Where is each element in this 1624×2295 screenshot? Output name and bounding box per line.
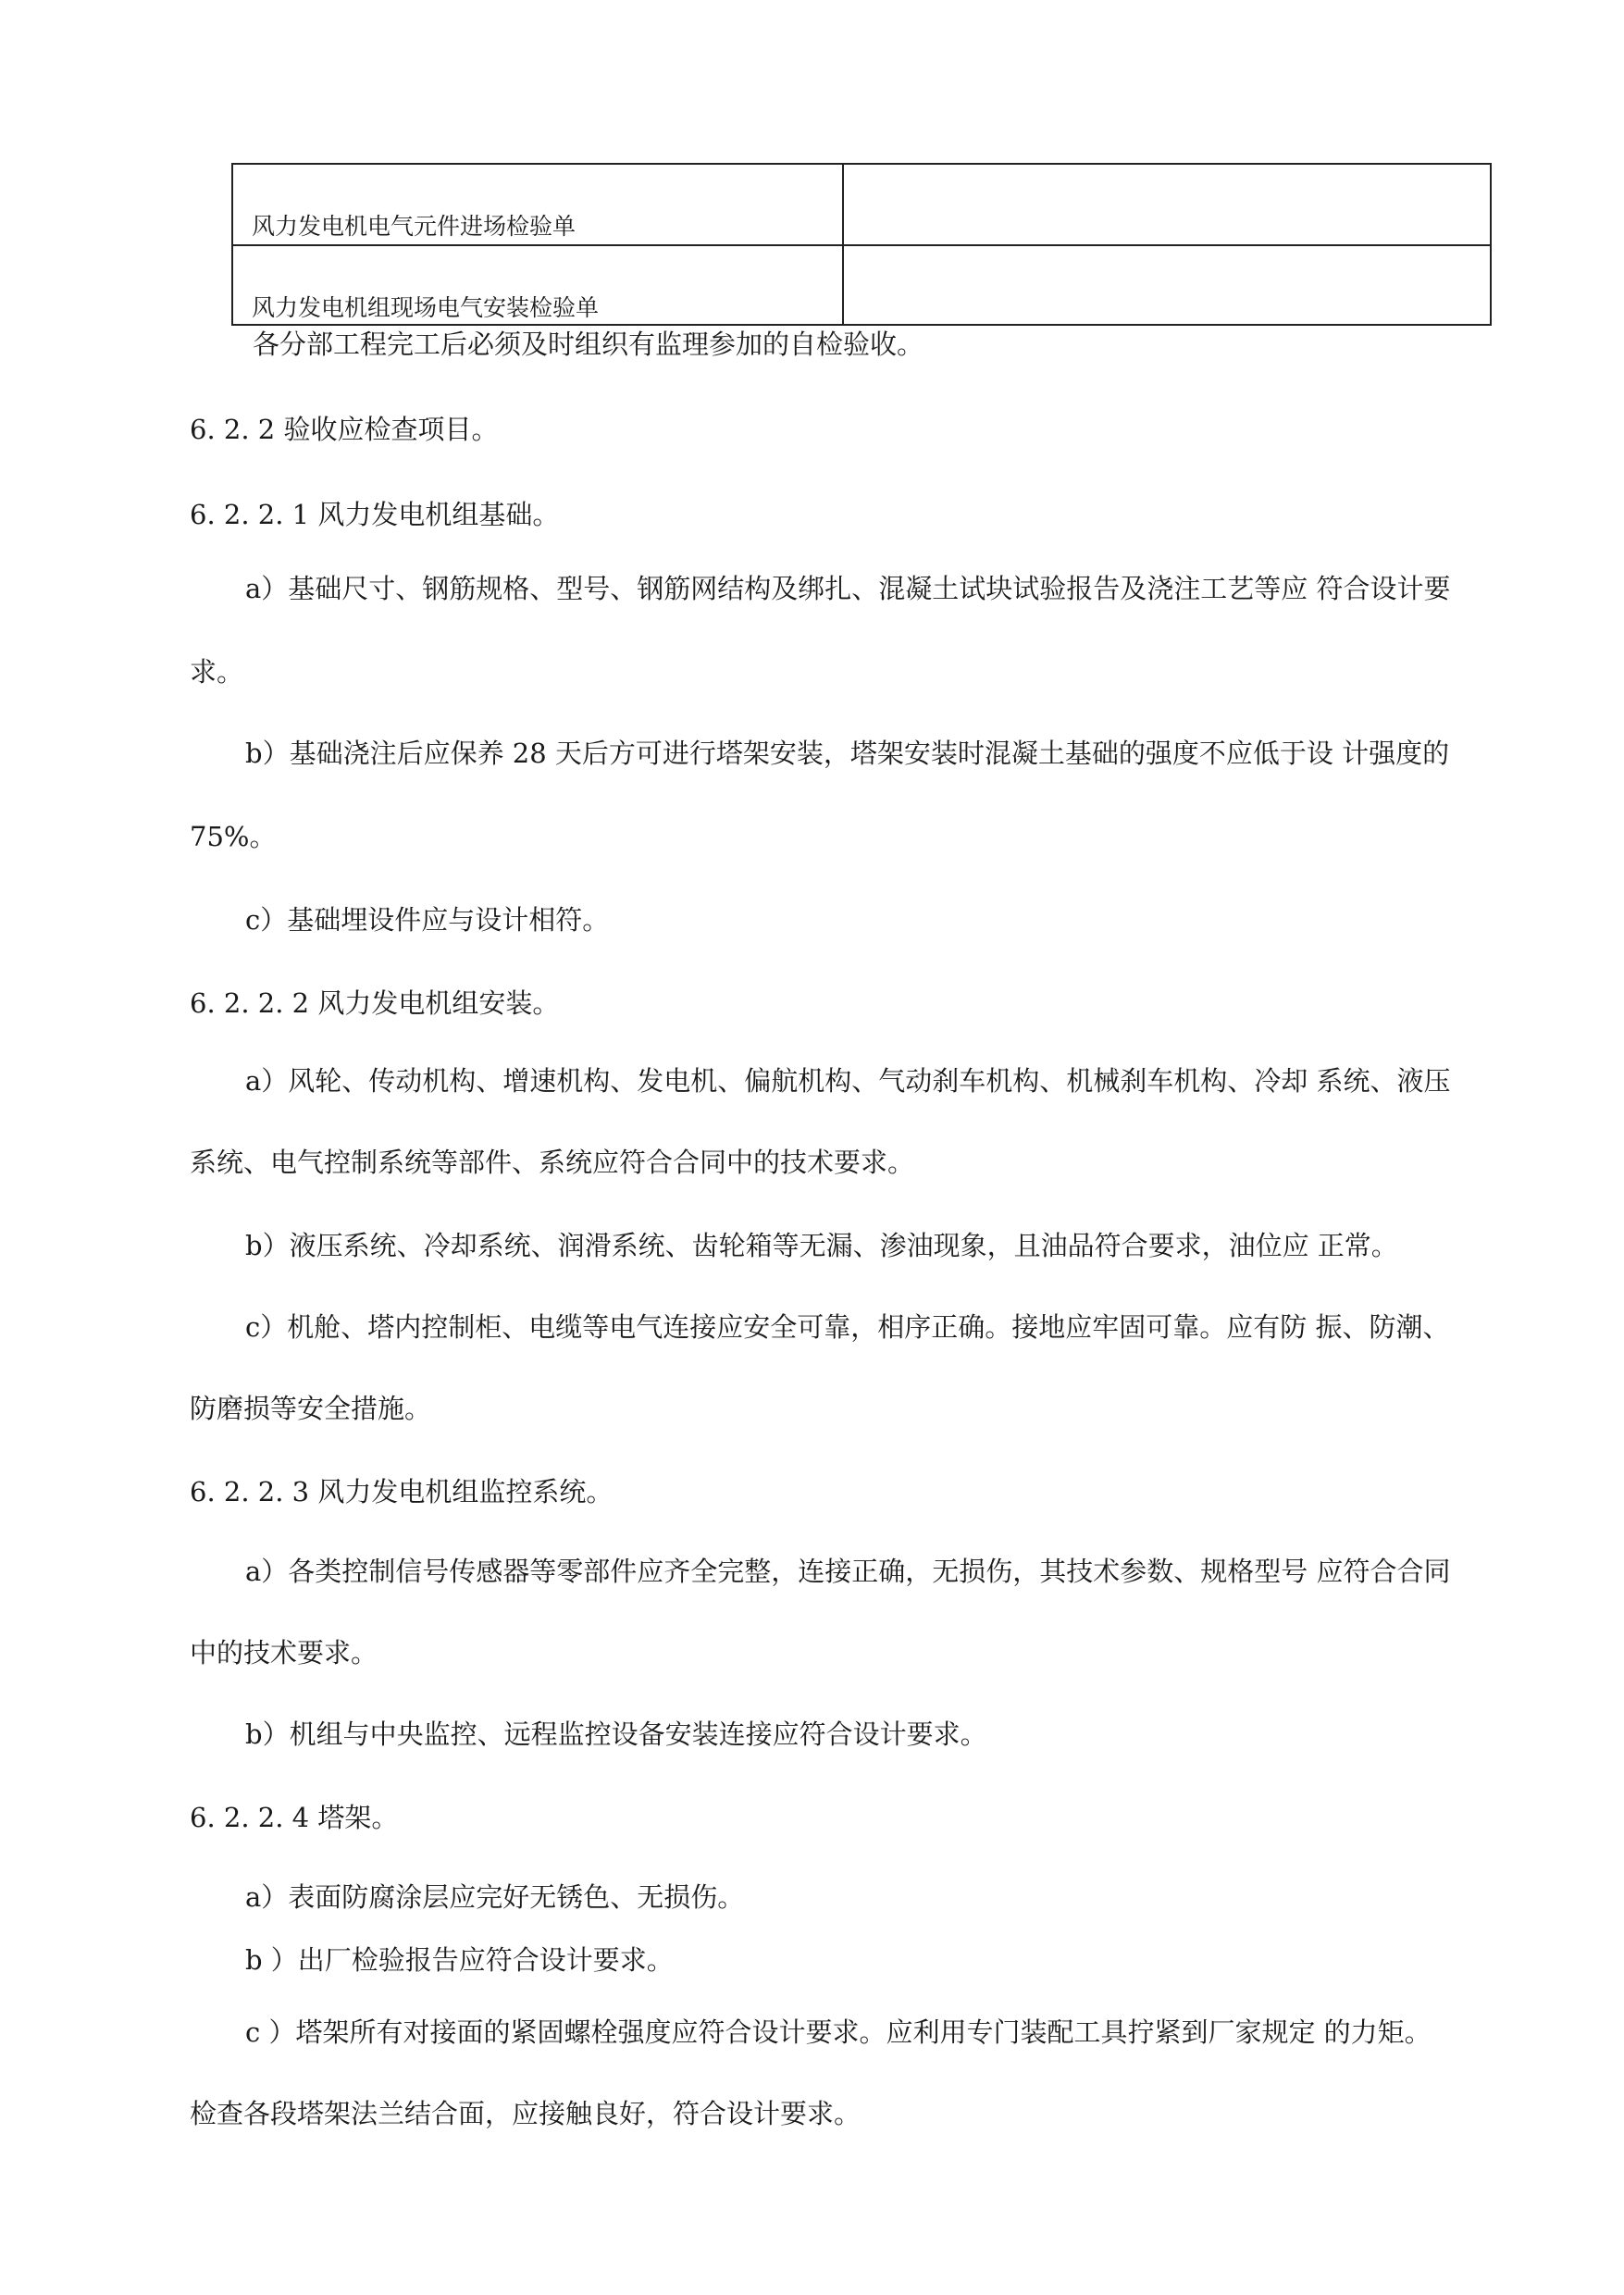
list-item-tower-c: c ）塔架所有对接面的紧固螺栓强度应符合设计要求。应利用专门装配工具拧紧到厂家规定 的力矩。 — [245, 2016, 1432, 2048]
table-border-bottom — [231, 324, 1492, 326]
table-row-1-label: 风力发电机电气元件进场检验单 — [252, 213, 576, 240]
list-item-installation-c-continued: 防磨损等安全措施。 — [190, 1393, 432, 1424]
list-item-installation-a: a）风轮、传动机构、增速机构、发电机、偏航机构、气动刹车机构、机械刹车机构、冷却 系统、液压 — [245, 1065, 1451, 1097]
list-item-foundation-b: b）基础浇注后应保养 28 天后方可进行塔架安装，塔架安装时混凝土基础的强度不应低于设 计强度的 — [245, 738, 1450, 769]
table-row-2-label: 风力发电机组现场电气安装检验单 — [252, 294, 600, 321]
table-border-left — [231, 163, 233, 326]
list-item-monitoring-b: b）机组与中央监控、远程监控设备安装连接应符合设计要求。 — [245, 1718, 987, 1750]
list-item-tower-c-continued: 检查各段塔架法兰结合面，应接触良好，符合设计要求。 — [190, 2098, 862, 2129]
table-column-divider — [842, 163, 844, 326]
table-row-divider — [231, 244, 1492, 246]
section-heading-6-2-2: 6. 2. 2 验收应检查项目。 — [190, 414, 499, 445]
list-item-foundation-a: a）基础尺寸、钢筋规格、型号、钢筋网结构及绑扎、混凝土试块试验报告及浇注工艺等应 符合设计要 — [245, 573, 1451, 604]
section-heading-6-2-2-4: 6. 2. 2. 4 塔架。 — [190, 1802, 399, 1833]
list-item-foundation-c: c）基础埋设件应与设计相符。 — [245, 904, 610, 936]
section-heading-6-2-2-2: 6. 2. 2. 2 风力发电机组安装。 — [190, 987, 560, 1019]
list-item-tower-b: b ）出厂检验报告应符合设计要求。 — [245, 1944, 674, 1976]
paragraph-self-check-acceptance: 各分部工程完工后必须及时组织有监理参加的自检验收。 — [253, 329, 924, 360]
list-item-installation-c: c）机舱、塔内控制柜、电缆等电气连接应安全可靠，相序正确。接地应牢固可靠。应有防 振、防潮、 — [245, 1311, 1450, 1343]
list-item-monitoring-a-continued: 中的技术要求。 — [190, 1637, 378, 1669]
list-item-foundation-a-continued: 求。 — [190, 656, 244, 688]
list-item-tower-a: a）表面防腐涂层应完好无锈色、无损伤。 — [245, 1881, 745, 1913]
table-border-right — [1490, 163, 1492, 326]
table-border-top — [231, 163, 1492, 165]
list-item-monitoring-a: a）各类控制信号传感器等零部件应齐全完整，连接正确，无损伤，其技术参数、规格型号 应符合合同 — [245, 1556, 1451, 1587]
section-heading-6-2-2-1: 6. 2. 2. 1 风力发电机组基础。 — [190, 499, 560, 530]
list-item-installation-a-continued: 系统、电气控制系统等部件、系统应符合合同中的技术要求。 — [190, 1147, 915, 1178]
list-item-foundation-b-continued: 75%。 — [190, 821, 277, 852]
inspection-form-table — [231, 163, 1492, 326]
list-item-installation-b: b）液压系统、冷却系统、润滑系统、齿轮箱等无漏、渗油现象，且油品符合要求，油位应 正常。 — [245, 1230, 1398, 1261]
section-heading-6-2-2-3: 6. 2. 2. 3 风力发电机组监控系统。 — [190, 1476, 614, 1507]
